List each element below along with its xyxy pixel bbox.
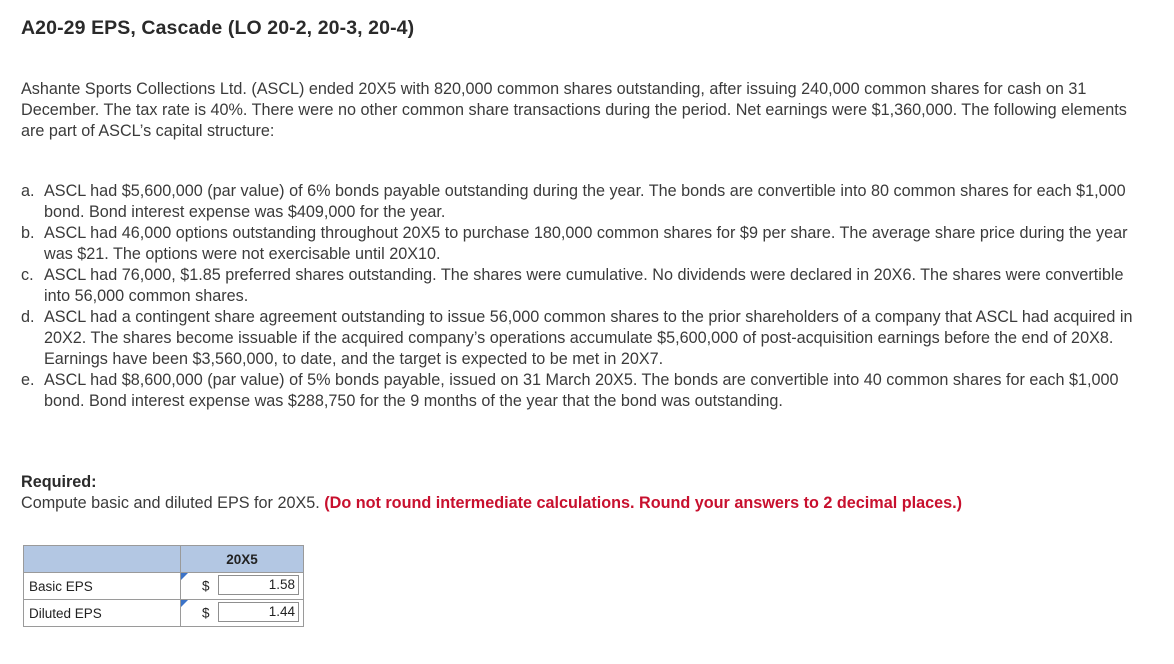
table-row <box>24 573 304 600</box>
problem-intro: Ashante Sports Collections Ltd. (ASCL) ended 20X5 with 820,000 common shares outstanding, after issuing 240,000 common shares for cash on 31 December. The tax rate is 40%. There were no other common share transactions during the period. Net earnings were $1,360,000. The following elements are part of ASCL’s capital structure: <box>21 80 1127 140</box>
item-text: ASCL had $8,600,000 (par value) of 5% bonds payable, issued on 31 March 20X5. The bonds are convertible into 40 common shares for each $1,000 bond. Bond interest expense was $288,750 for the 9 months of the year that the bond was outstanding. <box>44 371 1119 410</box>
problem-title: A20-29 EPS, Cascade (LO 20-2, 20-3, 20-4) <box>21 17 415 39</box>
item-text: ASCL had 76,000, $1.85 preferred shares outstanding. The shares were cumulative. No dividends were declared in 20X6. The shares were convertible into 56,000 common shares. <box>44 266 1124 305</box>
list-item <box>21 370 1151 412</box>
item-marker: e. <box>21 371 35 389</box>
answer-marker-icon <box>181 600 188 607</box>
table-row <box>24 600 304 627</box>
item-text: ASCL had $5,600,000 (par value) of 6% bonds payable outstanding during the year. The bonds are convertible into 80 common shares for each $1,000 bond. Bond interest expense was $409,000 for the year. <box>44 182 1126 221</box>
required-text: Compute basic and diluted EPS for 20X5. <box>21 494 320 512</box>
diluted-eps-label: Diluted EPS <box>24 600 181 627</box>
diluted-eps-input[interactable]: 1.44 <box>218 602 299 622</box>
item-marker: c. <box>21 266 34 284</box>
basic-eps-label: Basic EPS <box>24 573 181 600</box>
header-year: 20X5 <box>181 546 304 573</box>
basic-eps-input[interactable]: 1.58 <box>218 575 299 595</box>
header-blank-cell <box>24 546 181 573</box>
item-marker: b. <box>21 224 35 242</box>
currency-symbol: $ <box>202 578 210 594</box>
diluted-eps-cell <box>181 600 304 627</box>
currency-symbol: $ <box>202 605 210 621</box>
list-item <box>21 307 1151 370</box>
eps-answer-table <box>23 545 304 627</box>
required-label: Required: <box>21 473 97 491</box>
item-marker: a. <box>21 182 35 200</box>
table-header-row <box>24 546 304 573</box>
list-item <box>21 181 1151 223</box>
capital-structure-list <box>21 181 1151 412</box>
item-text: ASCL had 46,000 options outstanding throughout 20X5 to purchase 180,000 common shares for $9 per share. The average share price during the year was $21. The options were not exercisable until 20X10. <box>44 224 1128 263</box>
list-item <box>21 223 1151 265</box>
list-item <box>21 265 1151 307</box>
item-marker: d. <box>21 308 35 326</box>
answer-marker-icon <box>181 573 188 580</box>
required-instructions <box>21 494 962 513</box>
basic-eps-cell <box>181 573 304 600</box>
rounding-note: (Do not round intermediate calculations. Round your answers to 2 decimal places.) <box>324 494 962 512</box>
item-text: ASCL had a contingent share agreement outstanding to issue 56,000 common shares to the prior shareholders of a company that ASCL had acquired in 20X2. The shares become issuable if the acquired company’s operations accumulate $5,600,000 of post-acquisition earnings before the end of 20X8. Earnings have been $3,560,000, to date, and the target is expected to be met in 20X7. <box>44 308 1133 368</box>
